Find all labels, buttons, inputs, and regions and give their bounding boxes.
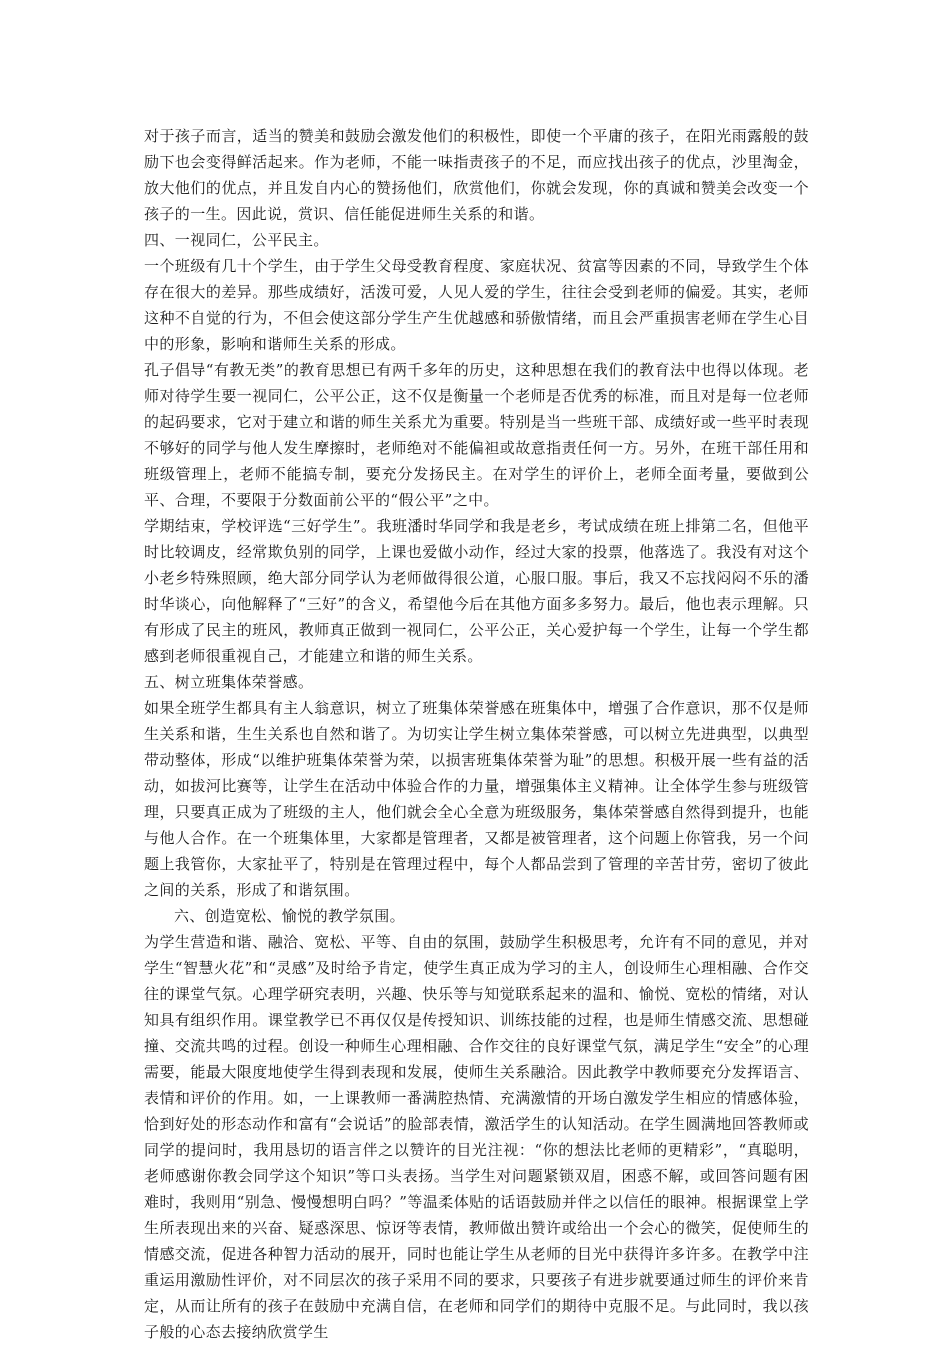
heading-section-four: 四、一视同仁，公平民主。 <box>144 231 329 249</box>
paragraph-collective-honor: 如果全班学生都具有主人翁意识，树立了班集体荣誉感在班集体中，增强了合作意识，那不仅是师生关系和谐，生生关系也自然和谐了。为切实让学生树立集体荣誉感，可以树立先进典型，以典型带动整体，形成“以维护班集体荣誉为荣，以损害班集体荣誉为耻”的思想。积极开展一些有益的活动，如拔河比赛等，让学生在活动中体验合作的力量，增强集体主义精神。让全体学生参与班级管理，只要真正成为了班级的主人，他们就会全心全意为班级服务，集体荣誉感自然得到提升，也能与他人合作。在一个班集体里，大家都是管理者，又都是被管理者，这个问题上你管我，另一个问题上我管你，大家扯平了，特别是在管理过程中，每个人都品尝到了管理的辛苦甘劳，密切了彼此之间的关系，形成了和谐氛围。 <box>144 699 809 899</box>
heading-section-five: 五、树立班集体荣誉感。 <box>144 673 314 691</box>
document-body <box>144 123 809 1345</box>
paragraph-teaching-atmosphere: 为学生营造和谐、融洽、宽松、平等、自由的氛围，鼓励学生积极思考，允许有不同的意见，并对学生“智慧火花”和“灵感”及时给予肯定，使学生真正成为学习的主人，创设师生心理相融、合作交往的课堂气氛。心理学研究表明，兴趣、快乐等与知觉联系起来的温和、愉悦、宽松的情绪，对认知具有组织作用。课堂教学已不再仅仅是传授知识、训练技能的过程，也是师生情感交流、思想碰撞、交流共鸣的过程。创设一种师生心理相融、合作交往的良好课堂气氛，满足学生“安全”的心理需要，能最大限度地使学生得到表现和发展，使师生关系融洽。因此教学中教师要充分发挥语言、表情和评价的作用。如，一上课教师一番满腔热情、充满激情的开场白激发学生相应的情感体验，恰到好处的形态动作和富有“会说话”的脸部表情，激活学生的认知活动。在学生圆满地回答教师或同学的提问时，我用恳切的语言伴之以赞许的目光注视：“你的想法比老师的更精彩”，“真聪明，老师感谢你教会同学这个知识”等口头表扬。当学生对问题紧锁双眉，困惑不解，或回答问题有困难时，我则用“别急、慢慢想明白吗？”等温柔体贴的话语鼓励并伴之以信任的眼神。根据课堂上学生所表现出来的兴奋、疑惑深思、惊讶等表情，教师做出赞许或给出一个会心的微笑，促使师生的情感交流，促进各种智力活动的展开，同时也能让学生从老师的目光中获得许多许多。在教学中注重运用激励性评价，对不同层次的孩子采用不同的要求，只要孩子有进步就要通过师生的评价来肯定，从而让所有的孩子在鼓励中充满自信，在老师和同学们的期待中克服不足。与此同时，我以孩子般的心态去接纳欣赏学生 <box>144 933 809 1341</box>
heading-section-six: 六、创造宽松、愉悦的教学氛围。 <box>174 907 406 925</box>
paragraph-class-differences: 一个班级有几十个学生，由于学生父母受教育程度、家庭状况、贫富等因素的不同，导致学生个体存在很大的差异。那些成绩好，活泼可爱，人见人爱的学生，往往会受到老师的偏爱。其实，老师这种不自觉的行为，不但会使这部分学生产生优越感和骄傲情绪，而且会严重损害老师在学生心目中的形象，影响和谐师生关系的形成。 <box>144 257 809 353</box>
paragraph-appreciation: 对于孩子而言，适当的赞美和鼓励会激发他们的积极性，即使一个平庸的孩子，在阳光雨露般的鼓励下也会变得鲜活起来。作为老师，不能一味指责孩子的不足，而应找出孩子的优点，沙里淘金，放大他们的优点，并且发自内心的赞扬他们，欣赏他们，你就会发现，你的真诚和赞美会改变一个孩子的一生。因此说，赏识、信任能促进师生关系的和谐。 <box>144 127 809 223</box>
paragraph-three-good-student: 学期结束，学校评选“三好学生”。我班潘时华同学和我是老乡，考试成绩在班上排第二名，但他平时比较调皮，经常欺负别的同学，上课也爱做小动作，经过大家的投票，他落选了。我没有对这个小老乡特殊照顾，绝大部分同学认为老师做得很公道，心服口服。事后，我又不忘找闷闷不乐的潘时华谈心，向他解释了“三好”的含义，希望他今后在其他方面多多努力。最后，他也表示理解。只有形成了民主的班风，教师真正做到一视同仁，公平公正，关心爱护每一个学生，让每一个学生都感到老师很重视自己，才能建立和谐的师生关系。 <box>144 517 809 665</box>
paragraph-confucius: 孔子倡导“有教无类”的教育思想已有两千多年的历史，这种思想在我们的教育法中也得以体现。老师对待学生要一视同仁，公平公正，这不仅是衡量一个老师是否优秀的标准，而且对是每一位老师的起码要求，它对于建立和谐的师生关系尤为重要。特别是当一些班干部、成绩好或一些平时表现不够好的同学与他人发生摩擦时，老师绝对不能偏袒或故意指责任何一方。另外，在班干部任用和班级管理上，老师不能搞专制，要充分发扬民主。在对学生的评价上，老师全面考量，要做到公平、合理，不要限于分数面前公平的“假公平”之中。 <box>144 361 809 509</box>
